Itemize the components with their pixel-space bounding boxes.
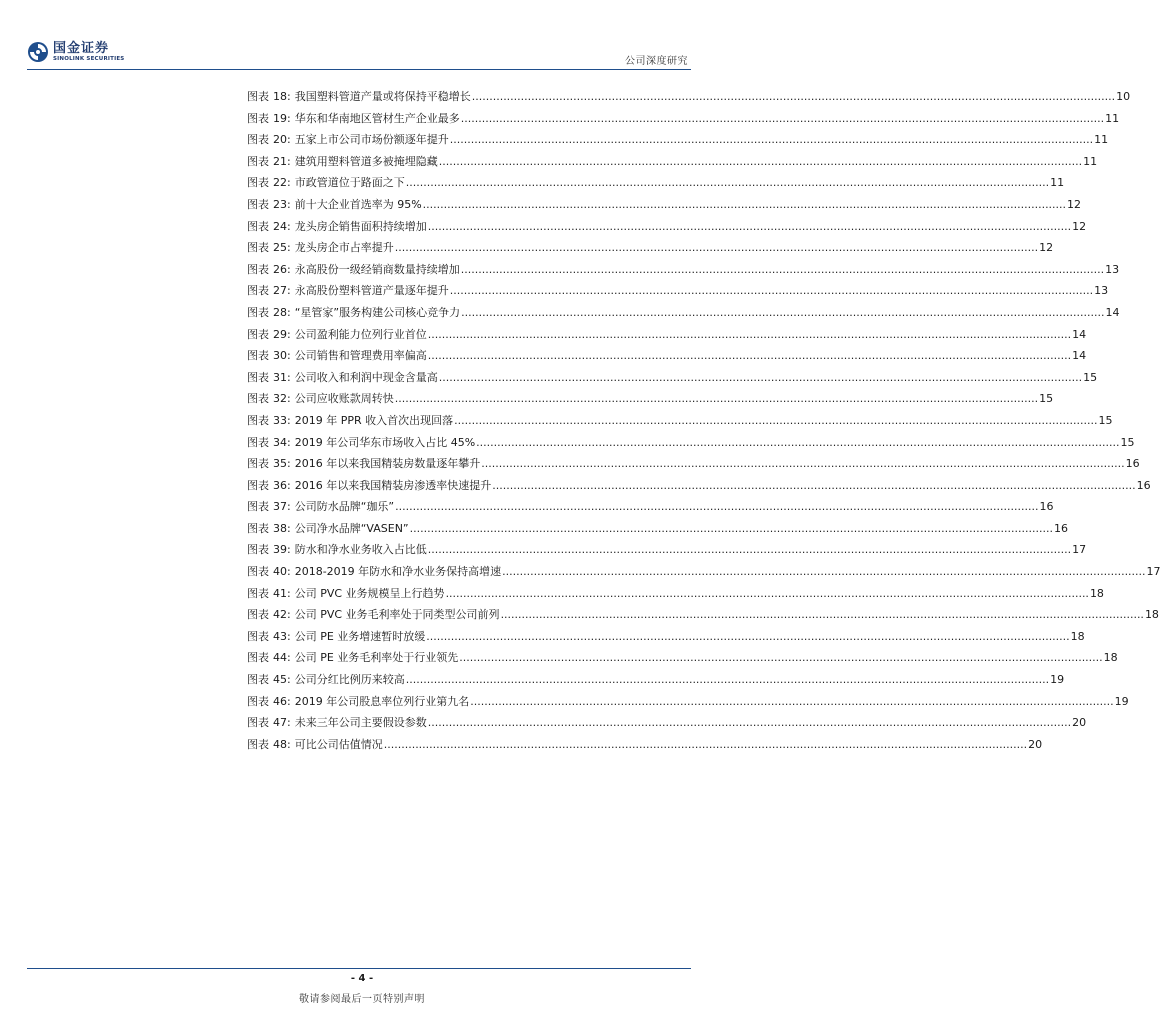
toc-entry-colon: : — [287, 651, 291, 665]
toc-entry-colon: : — [287, 284, 291, 298]
toc-entry-number: 40 — [273, 565, 287, 579]
toc-entry[interactable] — [247, 110, 1120, 132]
toc-leader-dots — [426, 630, 1069, 643]
toc-leader-dots — [472, 90, 1115, 103]
toc-entry-colon: : — [287, 90, 291, 103]
toc-entry-colon: : — [287, 629, 291, 643]
figure-index-list — [247, 88, 1161, 757]
toc-leader-dots — [470, 695, 1113, 708]
toc-entry-number: 22 — [273, 176, 287, 190]
toc-leader-dots — [476, 436, 1119, 449]
toc-entry[interactable] — [247, 477, 1151, 499]
toc-entry-label: 图表 — [247, 500, 269, 514]
toc-entry-number: 29 — [273, 327, 287, 341]
document-type: 公司深度研究 — [625, 56, 688, 67]
toc-entry-colon: : — [287, 111, 291, 125]
toc-entry-title: 2018-2019 年防水和净水业务保持高增速 — [294, 565, 502, 579]
toc-entry-colon: : — [287, 154, 291, 168]
toc-entry[interactable] — [247, 369, 1098, 391]
toc-entry[interactable] — [247, 390, 1054, 412]
toc-leader-dots — [450, 133, 1093, 146]
toc-entry-number: 38 — [273, 521, 287, 535]
toc-leader-dots — [395, 241, 1038, 254]
toc-entry-label: 图表 — [247, 521, 269, 535]
toc-entry-page: 12 — [1072, 219, 1087, 233]
toc-entry[interactable] — [247, 88, 1131, 110]
logo-english-name: SINOLINK SECURITIES — [53, 55, 125, 62]
toc-entry-page: 11 — [1050, 176, 1065, 190]
toc-entry-title: 公司 PE 业务增速暂时放缓 — [294, 629, 426, 643]
toc-leader-dots — [384, 738, 1027, 751]
toc-entry-page: 14 — [1105, 305, 1120, 319]
toc-entry-label: 图表 — [247, 197, 269, 211]
company-logo — [27, 41, 124, 63]
toc-entry[interactable] — [247, 282, 1109, 304]
toc-entry-label: 图表 — [247, 176, 269, 190]
toc-leader-dots — [428, 328, 1071, 341]
toc-entry-colon: : — [287, 694, 291, 708]
toc-entry-title: 市政管道位于路面之下 — [294, 176, 405, 190]
toc-entry-label: 图表 — [247, 241, 269, 255]
toc-entry-number: 33 — [273, 413, 287, 427]
toc-entry-colon: : — [287, 327, 291, 341]
toc-entry[interactable] — [247, 520, 1068, 542]
toc-entry[interactable] — [247, 347, 1087, 369]
footer-divider — [27, 968, 691, 969]
toc-entry[interactable] — [247, 671, 1065, 693]
toc-entry-number: 42 — [273, 608, 287, 622]
toc-entry-label: 图表 — [247, 435, 269, 449]
toc-entry-number: 32 — [273, 392, 287, 406]
toc-entry[interactable] — [247, 131, 1109, 153]
toc-entry-colon: : — [287, 457, 291, 471]
toc-entry-label: 图表 — [247, 284, 269, 298]
toc-entry-label: 图表 — [247, 111, 269, 125]
toc-entry[interactable] — [247, 326, 1087, 348]
toc-entry-title: 五家上市公司市场份额逐年提升 — [294, 133, 449, 147]
toc-leader-dots — [501, 608, 1144, 621]
toc-entry-number: 48 — [273, 737, 287, 751]
toc-entry-colon: : — [287, 673, 291, 687]
toc-entry-colon: : — [287, 219, 291, 233]
toc-entry-title: “星管家”服务构建公司核心竞争力 — [294, 305, 461, 319]
toc-leader-dots — [450, 284, 1093, 297]
toc-entry-label: 图表 — [247, 262, 269, 276]
toc-entry-label: 图表 — [247, 219, 269, 233]
page-number: - 4 - — [350, 973, 374, 984]
toc-entry-page: 10 — [1116, 90, 1131, 103]
toc-entry-label: 图表 — [247, 305, 269, 319]
toc-entry-label: 图表 — [247, 694, 269, 708]
toc-entry-page: 16 — [1039, 500, 1054, 514]
toc-entry[interactable] — [247, 563, 1161, 585]
toc-entry[interactable] — [247, 196, 1082, 218]
toc-leader-dots — [410, 522, 1053, 535]
toc-entry-title: 公司 PVC 业务规模呈上行趋势 — [294, 586, 445, 600]
toc-entry[interactable] — [247, 304, 1120, 326]
toc-leader-dots — [439, 371, 1082, 384]
toc-leader-dots — [446, 587, 1089, 600]
toc-entry-number: 28 — [273, 305, 287, 319]
toc-entry-title: 2019 年公司股息率位列行业第九名 — [294, 694, 470, 708]
toc-entry-label: 图表 — [247, 629, 269, 643]
toc-leader-dots — [461, 112, 1104, 125]
toc-entry-colon: : — [287, 197, 291, 211]
toc-entry-title: 公司盈利能力位列行业首位 — [294, 327, 427, 341]
toc-entry[interactable] — [247, 736, 1043, 758]
toc-entry-colon: : — [287, 737, 291, 751]
toc-entry-label: 图表 — [247, 543, 269, 557]
toc-entry[interactable] — [247, 541, 1087, 563]
toc-entry-title: 前十大企业首选率为 95% — [294, 197, 422, 211]
toc-entry-number: 23 — [273, 197, 287, 211]
toc-entry-page: 16 — [1136, 478, 1151, 492]
toc-entry-number: 47 — [273, 716, 287, 730]
toc-entry-page: 17 — [1146, 565, 1161, 579]
toc-entry-title: 公司销售和管理费用率偏高 — [294, 349, 427, 363]
toc-leader-dots — [481, 457, 1124, 470]
toc-entry-colon: : — [287, 608, 291, 622]
toc-entry[interactable] — [247, 649, 1118, 671]
toc-entry-colon: : — [287, 349, 291, 363]
toc-entry-title: 2019 年 PPR 收入首次出现回落 — [294, 413, 454, 427]
toc-entry-title: 永高股份塑料管道产量逐年提升 — [294, 284, 449, 298]
toc-entry-label: 图表 — [247, 90, 269, 103]
toc-entry-colon: : — [287, 133, 291, 147]
toc-entry-title: 公司净水品牌“VASEN” — [294, 521, 409, 535]
toc-entry-colon: : — [287, 392, 291, 406]
toc-leader-dots — [439, 155, 1082, 168]
toc-entry-label: 图表 — [247, 737, 269, 751]
toc-entry[interactable] — [247, 434, 1135, 456]
toc-entry-page: 12 — [1039, 241, 1054, 255]
toc-entry-label: 图表 — [247, 327, 269, 341]
toc-entry-colon: : — [287, 176, 291, 190]
header-divider — [27, 69, 691, 70]
toc-entry-page: 17 — [1072, 543, 1087, 557]
toc-leader-dots — [502, 565, 1145, 578]
toc-entry-colon: : — [287, 543, 291, 557]
toc-entry[interactable] — [247, 628, 1085, 650]
toc-entry-page: 15 — [1083, 370, 1098, 384]
toc-entry-label: 图表 — [247, 370, 269, 384]
toc-entry-title: 公司分红比例历来较高 — [294, 673, 405, 687]
toc-entry-title: 龙头房企市占率提升 — [294, 241, 394, 255]
toc-entry-number: 34 — [273, 435, 287, 449]
toc-entry-colon: : — [287, 716, 291, 730]
toc-entry-label: 图表 — [247, 478, 269, 492]
toc-entry-colon: : — [287, 413, 291, 427]
toc-entry[interactable] — [247, 412, 1113, 434]
toc-entry-colon: : — [287, 435, 291, 449]
toc-entry-title: 公司 PE 业务毛利率处于行业领先 — [294, 651, 459, 665]
toc-leader-dots — [395, 392, 1038, 405]
toc-entry[interactable] — [247, 153, 1098, 175]
toc-entry-page: 12 — [1067, 197, 1082, 211]
toc-entry-page: 15 — [1098, 413, 1113, 427]
toc-entry-label: 图表 — [247, 413, 269, 427]
toc-entry[interactable] — [247, 239, 1054, 261]
toc-entry-number: 44 — [273, 651, 287, 665]
toc-entry-title: 我国塑料管道产量或将保持平稳增长 — [294, 90, 471, 103]
toc-entry-page: 18 — [1103, 651, 1118, 665]
toc-entry-number: 24 — [273, 219, 287, 233]
toc-entry-title: 建筑用塑料管道多被掩埋隐藏 — [294, 154, 438, 168]
toc-entry-number: 41 — [273, 586, 287, 600]
logo-chinese-name: 国金证券 — [53, 40, 110, 56]
toc-entry-colon: : — [287, 565, 291, 579]
toc-entry-number: 35 — [273, 457, 287, 471]
toc-leader-dots — [461, 306, 1104, 319]
toc-leader-dots — [406, 176, 1049, 189]
toc-entry[interactable] — [247, 261, 1120, 283]
toc-entry[interactable] — [247, 218, 1087, 240]
toc-entry-label: 图表 — [247, 457, 269, 471]
toc-entry-title: 防水和净水业务收入占比低 — [294, 543, 427, 557]
toc-leader-dots — [406, 673, 1049, 686]
toc-leader-dots — [428, 349, 1071, 362]
toc-leader-dots — [423, 198, 1066, 211]
toc-entry[interactable] — [247, 174, 1065, 196]
toc-entry-title: 2016 年以来我国精装房数量逐年攀升 — [294, 457, 481, 471]
toc-entry-page: 15 — [1120, 435, 1135, 449]
toc-entry-label: 图表 — [247, 651, 269, 665]
toc-entry-label: 图表 — [247, 392, 269, 406]
toc-entry-page: 20 — [1028, 737, 1043, 751]
sinolink-logo-icon — [27, 41, 49, 63]
toc-leader-dots — [492, 479, 1135, 492]
toc-entry-number: 37 — [273, 500, 287, 514]
toc-entry-number: 26 — [273, 262, 287, 276]
toc-leader-dots — [395, 500, 1038, 513]
toc-entry[interactable] — [247, 606, 1159, 628]
toc-entry-title: 华东和华南地区管材生产企业最多 — [294, 111, 460, 125]
toc-entry-title: 公司 PVC 业务毛利率处于同类型公司前列 — [294, 608, 500, 622]
toc-entry[interactable] — [247, 455, 1140, 477]
toc-entry-page: 11 — [1094, 133, 1109, 147]
toc-entry-page: 19 — [1050, 673, 1065, 687]
disclaimer-text: 敬请参阅最后一页特别声明 — [299, 994, 425, 1005]
toc-entry-title: 龙头房企销售面积持续增加 — [294, 219, 427, 233]
toc-entry-title: 公司防水品牌“珈乐” — [294, 500, 395, 514]
toc-entry-number: 21 — [273, 154, 287, 168]
toc-entry-colon: : — [287, 478, 291, 492]
toc-entry-colon: : — [287, 586, 291, 600]
toc-entry-number: 46 — [273, 694, 287, 708]
toc-entry-page: 11 — [1083, 154, 1098, 168]
toc-entry[interactable] — [247, 714, 1087, 736]
toc-leader-dots — [428, 220, 1071, 233]
toc-entry-number: 31 — [273, 370, 287, 384]
toc-entry-label: 图表 — [247, 565, 269, 579]
toc-entry-colon: : — [287, 521, 291, 535]
toc-leader-dots — [459, 651, 1102, 664]
toc-entry-page: 20 — [1072, 716, 1087, 730]
toc-entry-colon: : — [287, 305, 291, 319]
toc-entry-label: 图表 — [247, 133, 269, 147]
toc-entry-colon: : — [287, 262, 291, 276]
toc-entry-label: 图表 — [247, 349, 269, 363]
toc-leader-dots — [461, 263, 1104, 276]
toc-entry-page: 13 — [1105, 262, 1120, 276]
toc-entry-title: 2019 年公司华东市场收入占比 45% — [294, 435, 476, 449]
toc-entry[interactable] — [247, 498, 1054, 520]
toc-entry-page: 18 — [1144, 608, 1159, 622]
toc-entry-number: 25 — [273, 241, 287, 255]
toc-entry[interactable] — [247, 585, 1104, 607]
toc-entry-colon: : — [287, 370, 291, 384]
toc-leader-dots — [428, 543, 1071, 556]
toc-entry-title: 公司收入和利润中现金含量高 — [294, 370, 438, 384]
toc-entry-number: 30 — [273, 349, 287, 363]
toc-entry-page: 18 — [1070, 629, 1085, 643]
toc-entry-number: 43 — [273, 629, 287, 643]
toc-entry-page: 14 — [1072, 327, 1087, 341]
toc-entry-title: 可比公司估值情况 — [294, 737, 383, 751]
toc-entry-colon: : — [287, 500, 291, 514]
toc-entry-number: 45 — [273, 673, 287, 687]
toc-entry-label: 图表 — [247, 673, 269, 687]
toc-entry-page: 16 — [1054, 521, 1068, 535]
toc-entry-title: 公司应收账款周转快 — [294, 392, 394, 406]
toc-entry-label: 图表 — [247, 586, 269, 600]
toc-entry-title: 2016 年以来我国精装房渗透率快速提升 — [294, 478, 492, 492]
toc-entry-page: 14 — [1072, 349, 1087, 363]
toc-entry-number: 27 — [273, 284, 287, 298]
toc-leader-dots — [428, 716, 1071, 729]
toc-leader-dots — [454, 414, 1097, 427]
toc-entry-number: 36 — [273, 478, 287, 492]
toc-entry-page: 11 — [1105, 111, 1120, 125]
toc-entry[interactable] — [247, 693, 1129, 715]
toc-entry-page: 19 — [1114, 694, 1129, 708]
toc-entry-title: 未来三年公司主要假设参数 — [294, 716, 427, 730]
toc-entry-label: 图表 — [247, 716, 269, 730]
toc-entry-number: 19 — [273, 111, 287, 125]
toc-entry-page: 13 — [1094, 284, 1109, 298]
toc-entry-page: 18 — [1089, 586, 1104, 600]
toc-entry-label: 图表 — [247, 608, 269, 622]
toc-entry-number: 20 — [273, 133, 287, 147]
toc-entry-title: 永高股份一级经销商数量持续增加 — [294, 262, 460, 276]
toc-entry-number: 18 — [273, 90, 287, 103]
toc-entry-colon: : — [287, 241, 291, 255]
toc-entry-page: 15 — [1039, 392, 1054, 406]
toc-entry-page: 16 — [1125, 457, 1140, 471]
toc-entry-label: 图表 — [247, 154, 269, 168]
toc-entry-number: 39 — [273, 543, 287, 557]
